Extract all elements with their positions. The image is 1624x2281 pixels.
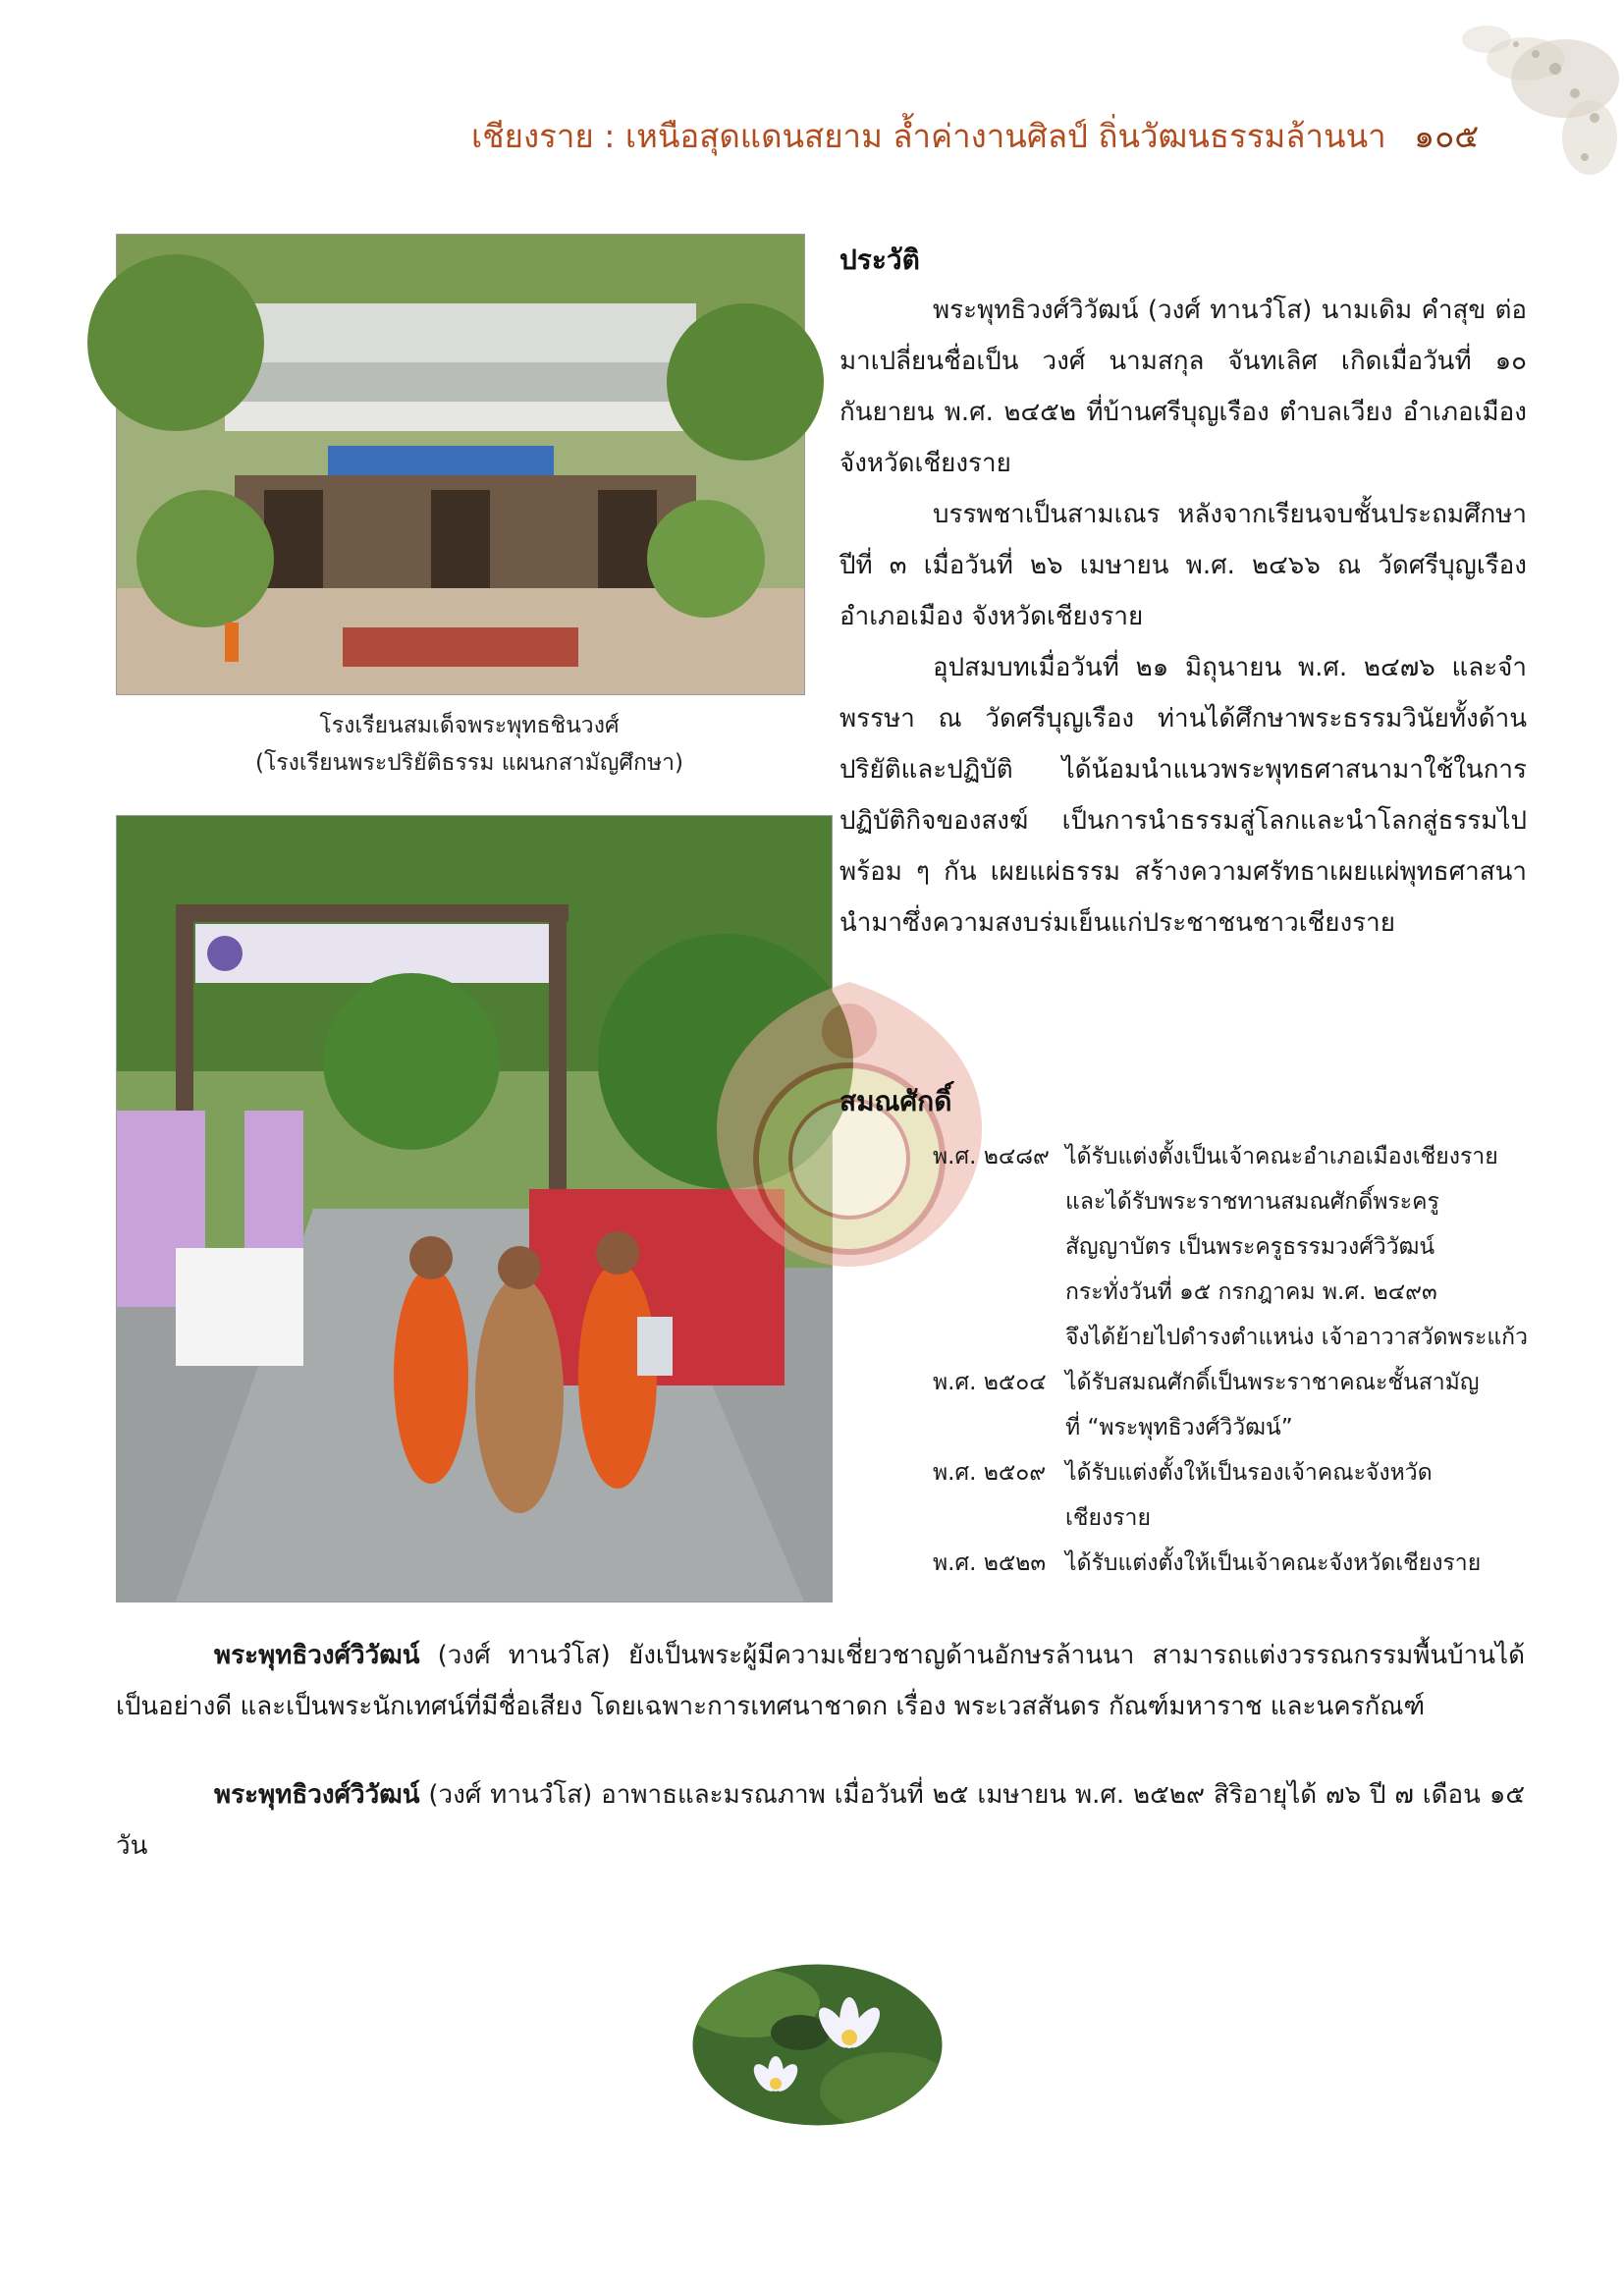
rank-line: เชียงราย <box>1065 1505 1151 1531</box>
rank-year: พ.ศ. ๒๕๐๙ <box>933 1460 1047 1486</box>
rank-line: ที่ “พระพุทธิวงศ์วิวัฒน์” <box>1065 1415 1293 1440</box>
rank-item <box>933 1134 1532 1360</box>
rank-line: ได้รับแต่งตั้งให้เป็นเจ้าคณะจังหวัดเชียงราย <box>1065 1550 1482 1576</box>
rank-list <box>933 1134 1532 1586</box>
rank-item <box>933 1360 1532 1450</box>
rank-line: ได้รับแต่งตั้งเป็นเจ้าคณะอำเภอเมืองเชียงราย <box>1065 1144 1498 1169</box>
header-title: เชียงราย : เหนือสุดแดนสยาม ล้ำค่างานศิลป์ ถิ่นวัฒนธรรมล้านนา <box>471 117 1386 155</box>
closing-paragraph-2 <box>116 1769 1525 1872</box>
rank-line: และได้รับพระราชทานสมณศักดิ์พระครู <box>1065 1189 1439 1215</box>
page-number: ๑๐๕ <box>1414 117 1480 155</box>
rank-heading: สมณศักดิ์ <box>839 1085 952 1117</box>
history-paragraph-2: บรรพชาเป็นสามเณร หลังจากเรียนจบชั้นประถมศึกษาปีที่ ๓ เมื่อวันที่ ๒๖ เมษายน พ.ศ. ๒๔๖๖ ณ วัดศรีบุญเรือง อำเภอเมือง จังหวัดเชียงราย <box>839 500 1527 631</box>
closing-section <box>116 1630 1525 1909</box>
rank-line: สัญญาบัตร เป็นพระครูธรรมวงศ์วิวัฒน์ <box>1065 1234 1435 1260</box>
history-section <box>839 236 1527 949</box>
rank-line: ได้รับแต่งตั้งให้เป็นรองเจ้าคณะจังหวัด <box>1065 1460 1433 1486</box>
rank-year: พ.ศ. ๒๕๒๓ <box>933 1550 1047 1576</box>
paragraph-text: (วงศ์ ทานวํโส) ยังเป็นพระผู้มีความเชี่ยวชาญด้านอักษรล้านนา สามารถแต่งวรรณกรรมพื้นบ้านได้เป็นอย่างดี และเป็นพระนักเทศน์ที่มีชื่อเสียง โดยเฉพาะการเทศนาชาดก เรื่อง พระเวสสันดร กัณฑ์มหาราช และนครกัณฑ์ <box>116 1641 1525 1721</box>
monk-name: พระพุทธิวงศ์วิวัฒน์ <box>214 1780 420 1810</box>
rank-item <box>933 1450 1532 1541</box>
history-paragraph-1: พระพุทธิวงศ์วิวัฒน์ (วงศ์ ทานวํโส) นามเดิม คำสุข ต่อมาเปลี่ยนชื่อเป็น วงศ์ นามสกุล จันทเลิศ เกิดเมื่อวันที่ ๑๐ กันยายน พ.ศ. ๒๔๕๒ ที่บ้านศรีบุญเรือง ตำบลเวียง อำเภอเมือง จังหวัดเชียงราย <box>839 296 1527 478</box>
caption-line-2: (โรงเรียนพระปริยัติธรรม แผนกสามัญศึกษา) <box>254 750 683 776</box>
caption-line-1: โรงเรียนสมเด็จพระพุทธชินวงศ์ <box>319 713 620 738</box>
running-header <box>471 110 1480 159</box>
rank-line: ได้รับสมณศักดิ์เป็นพระราชาคณะชั้นสามัญ <box>1065 1370 1480 1395</box>
lotus-oval-image <box>692 1964 943 2126</box>
school-building-photo <box>116 234 805 695</box>
rank-item <box>933 1541 1532 1586</box>
rank-line: กระทั่งวันที่ ๑๕ กรกฎาคม พ.ศ. ๒๔๙๓ <box>1065 1279 1437 1305</box>
rank-line: จึงได้ย้ายไปดำรงตำแหน่ง เจ้าอาวาสวัดพระแก้ว <box>1065 1325 1529 1350</box>
paragraph-text: (วงศ์ ทานวํโส) อาพาธและมรณภาพ เมื่อวันที่ ๒๕ เมษายน พ.ศ. ๒๕๒๙ สิริอายุได้ ๗๖ ปี ๗ เดือน ๑๕ วัน <box>116 1780 1525 1861</box>
history-heading: ประวัติ <box>839 244 920 276</box>
closing-paragraph-1 <box>116 1630 1525 1732</box>
photo-caption <box>116 707 823 782</box>
rank-year: พ.ศ. ๒๔๘๙ <box>933 1144 1050 1169</box>
rank-year: พ.ศ. ๒๕๐๔ <box>933 1370 1047 1395</box>
corner-blossom-art <box>1329 0 1624 226</box>
monk-name: พระพุทธิวงศ์วิวัฒน์ <box>214 1641 420 1670</box>
history-paragraph-3: อุปสมบทเมื่อวันที่ ๒๑ มิถุนายน พ.ศ. ๒๔๗๖ และจำพรรษา ณ วัดศรีบุญเรือง ท่านได้ศึกษาพระธรรมวินัยทั้งด้านปริยัติและปฏิบัติ ได้น้อมนำแนวพระพุทธศาสนามาใช้ในการปฏิบัติกิจของสงฆ์ เป็นการนำธรรมสู่โลกและนำโลกสู่ธรรมไปพร้อม ๆ กัน เผยแผ่ธรรม สร้างความศรัทธาเผยแผ่พุทธศาสนา นำมาซึ่งความสงบร่มเย็นแก่ประชาชนชาวเชียงราย <box>839 653 1527 938</box>
